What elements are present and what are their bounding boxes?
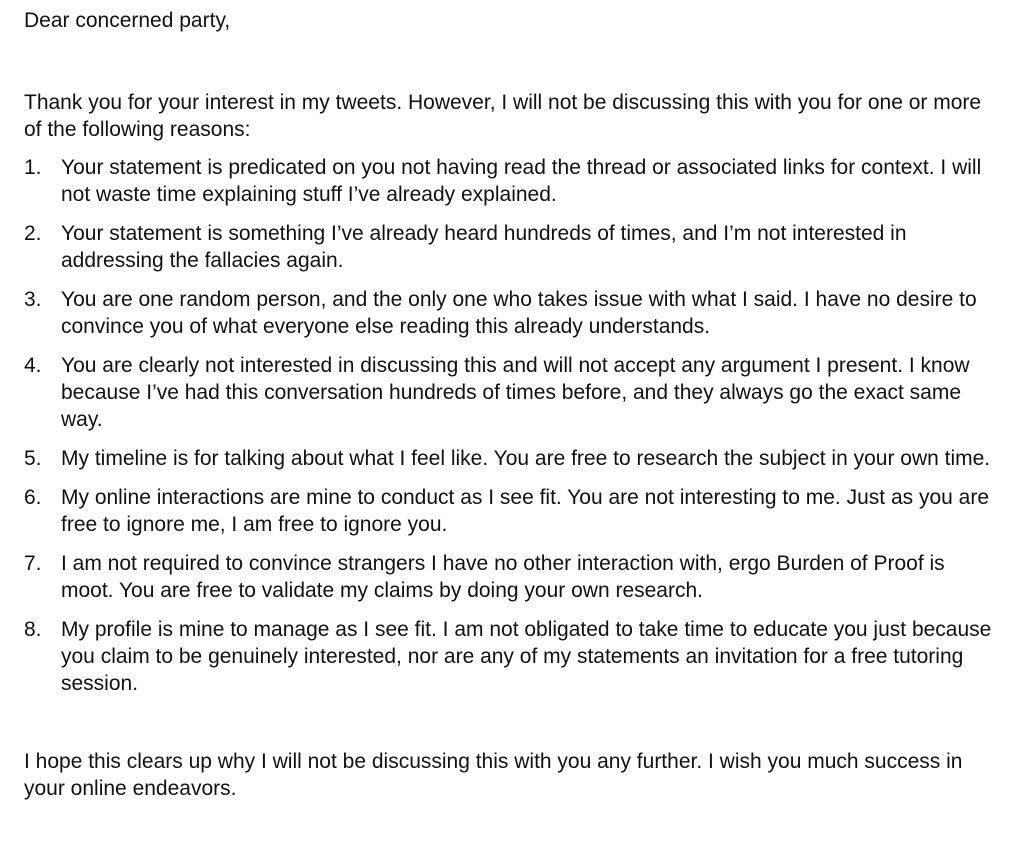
- reason-text: My timeline is for talking about what I feel like. You are free to research the subject in your own time.: [61, 447, 991, 470]
- reason-number: 2.: [24, 222, 42, 245]
- letter-body: [24, 7, 992, 802]
- reason-text: You are clearly not interested in discussing this and will not accept any argument I present. I know because I’ve had this conversation hundreds of times before, and they always go the exact same way.: [61, 354, 970, 431]
- reason-item-5: [24, 445, 992, 472]
- reason-item-7: [24, 550, 992, 604]
- letter-intro: Thank you for your interest in my tweets. However, I will not be discussing this with you for one or more of the following reasons:: [24, 91, 982, 141]
- letter-greeting: Dear concerned party,: [24, 9, 231, 32]
- reason-text: I am not required to convince strangers I have no other interaction with, ergo Burden of Proof is moot. You are free to validate my claims by doing your own research.: [61, 552, 945, 602]
- letter-closing: I hope this clears up why I will not be discussing this with you any further. I wish you much success in your online endeavors.: [24, 750, 963, 800]
- reason-number: 5.: [24, 447, 42, 470]
- reason-item-6: [24, 484, 992, 538]
- reason-number: 8.: [24, 618, 42, 641]
- reason-text: My online interactions are mine to conduct as I see fit. You are not interesting to me. Just as you are free to ignore me, I am free to ignore you.: [61, 486, 990, 536]
- reason-text: My profile is mine to manage as I see fit. I am not obligated to take time to educate you just because you claim to be genuinely interested, nor are any of my statements an invitation for a free tutoring session.: [61, 618, 992, 695]
- reason-number: 3.: [24, 288, 42, 311]
- reason-item-4: [24, 352, 992, 433]
- reason-item-1: [24, 154, 992, 208]
- reason-text: You are one random person, and the only one who takes issue with what I said. I have no desire to convince you of what everyone else reading this already understands.: [61, 288, 977, 338]
- reasons-list: [24, 154, 992, 697]
- reason-text: Your statement is something I’ve already heard hundreds of times, and I’m not interested in addressing the fallacies again.: [61, 222, 907, 272]
- reason-text: Your statement is predicated on you not having read the thread or associated links for context. I will not waste time explaining stuff I’ve already explained.: [61, 156, 982, 206]
- reason-number: 1.: [24, 156, 42, 179]
- reason-number: 6.: [24, 486, 42, 509]
- reason-item-8: [24, 616, 992, 697]
- reason-item-3: [24, 286, 992, 340]
- reason-number: 4.: [24, 354, 42, 377]
- reason-number: 7.: [24, 552, 42, 575]
- reason-item-2: [24, 220, 992, 274]
